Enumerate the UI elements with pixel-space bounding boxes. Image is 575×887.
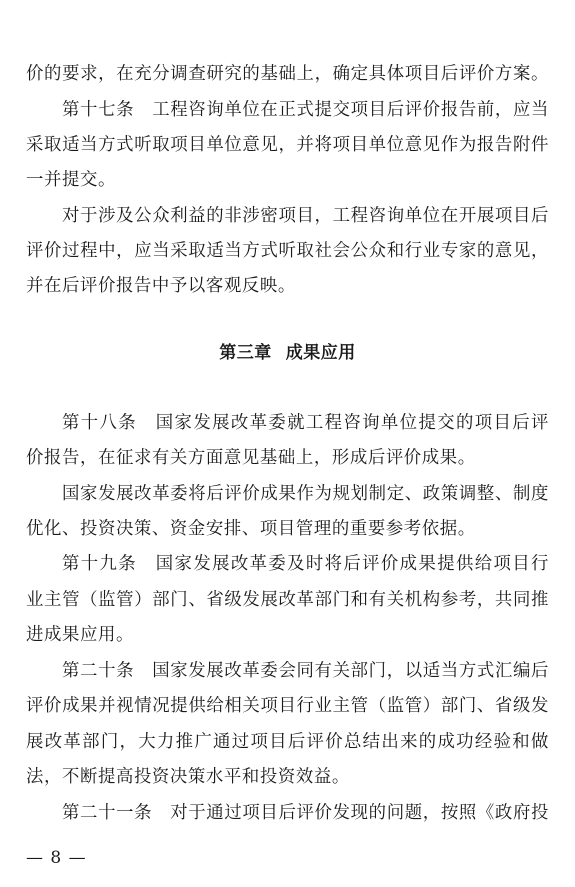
article-20-line: 第二十条 国家发展改革委会同有关部门，以适当方式汇编后 (62, 661, 549, 681)
text-line: 采取适当方式听取项目单位意见，并将项目单位意见作为报告附件 (26, 135, 549, 155)
text-line: 评价过程中，应当采取适当方式听取社会公众和行业专家的意见， (26, 241, 549, 261)
text-line: 对于涉及公众利益的非涉密项目，工程咨询单位在开展项目后 (62, 206, 549, 226)
text-line: 业主管（监管）部门、省级发展改革部门和有关机构参考，共同推 (26, 590, 549, 610)
chapter-heading (0, 341, 575, 365)
article-21-line: 第二十一条 对于通过项目后评价发现的问题，按照《政府投 (62, 803, 549, 823)
text-line: 并在后评价报告中予以客观反映。 (26, 276, 296, 296)
page-number: — 8 — (26, 848, 87, 868)
text-line: 法，不断提高投资决策水平和投资效益。 (26, 767, 350, 787)
text-line: 评价成果并视情况提供给相关项目行业主管（监管）部门、省级发 (26, 696, 549, 716)
text-line: 价报告，在征求有关方面意见基础上，形成后评价成果。 (26, 448, 476, 468)
article-19-line: 第十九条 国家发展改革委及时将后评价成果提供给项目行 (62, 554, 549, 574)
text-line: 国家发展改革委将后评价成果作为规划制定、政策调整、制度 (62, 484, 549, 504)
text-line: 价的要求，在充分调查研究的基础上，确定具体项目后评价方案。 (26, 64, 549, 84)
text-line: 展改革部门，大力推广通过项目后评价总结出来的成功经验和做 (26, 732, 549, 752)
article-18-line: 第十八条 国家发展改革委就工程咨询单位提交的项目后评 (62, 413, 549, 433)
text-line: 优化、投资决策、资金安排、项目管理的重要参考依据。 (26, 519, 476, 539)
article-17-line: 第十七条 工程咨询单位在正式提交项目后评价报告前，应当 (62, 100, 549, 120)
chapter-number: 第三章 (219, 343, 272, 363)
chapter-title: 成果应用 (285, 343, 356, 363)
text-line: 一并提交。 (26, 170, 116, 190)
text-line: 进成果应用。 (26, 625, 134, 645)
